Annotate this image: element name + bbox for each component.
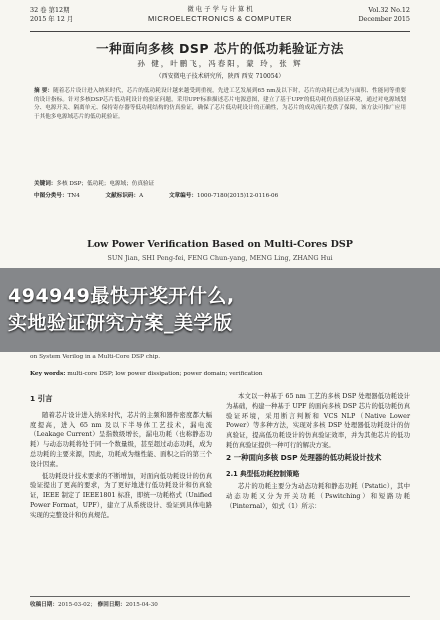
header-volume-cn: 32 卷 第12期 — [30, 6, 70, 14]
running-header — [30, 4, 410, 32]
watermark-line-2: 实地验证研究方案_美学版 — [8, 312, 233, 334]
body-column-right — [226, 392, 410, 514]
body-column-left — [30, 392, 212, 523]
paper-title-en: Low Power Verification Based on Multi-Cores DSP — [87, 239, 353, 250]
revised-date: 2015-04-30 — [125, 602, 158, 608]
revised-label: 修回日期： — [97, 602, 126, 608]
article-no-field — [169, 193, 290, 199]
journal-name-cn: 微 电 子 学 与 计 算 机 — [187, 5, 253, 13]
section-2-1-heading: 2.1 典型低功耗控制策略 — [226, 469, 300, 478]
authors-en: SUN Jian, SHI Peng-fei, FENG Chun-yang, MENG Ling, ZHANG Hui — [107, 254, 333, 262]
affiliation-cn: （西安微电子技术研究所，陕西 西安 710054） — [155, 73, 285, 80]
section-2-heading: 2 一种面向多核 DSP 处理器的低功耗设计技术 — [226, 452, 382, 462]
section-1-heading: 1 引言 — [30, 394, 53, 403]
clc-label: 中图分类号： — [34, 193, 68, 199]
keywords-en-text: multi-core DSP; low power dissipation; power domain; verification — [67, 371, 263, 377]
clc-field — [34, 193, 92, 199]
header-date-cn: 2015 年 12 月 — [30, 15, 74, 23]
section-1-paragraph-2: 低功耗设计技术要求的不断增加，对面向低功耗设计的仿真验证提出了更高的要求，为了更好地进行低功耗设计和仿真验证，IEEE 制定了 IEEE1801 标准，即统一功耗格式（Unified Power Format，UPF），建立了从系统设计、验证到具体电路实现的完整设计和仿真规范。 — [30, 471, 212, 519]
article-no-label: 文章编号： — [168, 193, 197, 199]
section-2-1-paragraph: 芯片的功耗主要分为动态功耗和静态功耗（Pstatic），其中动态功耗又分为开关功耗（Pswitching）和短路功耗（Pinternal），如式（1）所示： — [226, 482, 410, 510]
header-date-en: December 2015 — [358, 15, 410, 23]
abstract-text: 随着芯片设计进入纳米时代，芯片的低功耗设计越来越受到重视，先进工艺发展到65 nm及以下时，芯片的功耗已成为与面积、性能同等重要的设计指标。针对多核DSP芯片低功耗设计的验证问题，采用UPF标准描述芯片电源意图，建立了基于UPF的低功耗仿真验证环境，通过对电源域划分、电源开关、隔离单元、保持寄存器等低功耗结构的仿真验证，确保了芯片低功耗设计的正确性，为芯片的成功流片提供了保障，该方法可推广应用于其他多电源域芯片的低功耗验证。 — [34, 88, 406, 120]
doc-code-label: 文献标识码： — [105, 193, 140, 199]
header-right — [358, 6, 410, 24]
footnote-dates: 收稿日期：2015-03-02； 修回日期：2015-04-30 — [30, 596, 410, 608]
keywords-label: 关键词： — [34, 181, 57, 187]
header-center — [30, 5, 410, 23]
received-label: 收稿日期： — [30, 602, 58, 608]
clc-value: TN4 — [67, 193, 80, 199]
journal-name-en: MICROELECTRONICS & COMPUTER — [148, 14, 292, 23]
watermark-line-1: 494949最快开奖开什么, — [8, 285, 235, 307]
doc-code-value: A — [139, 193, 144, 199]
keywords-en — [30, 371, 410, 377]
keywords-cn — [34, 179, 406, 187]
authors-cn: 孙 健，叶鹏飞，冯春阳，蒙 玲，张 辉 — [137, 59, 303, 68]
paper-title-cn: 一种面向多核 DSP 芯片的低功耗验证方法 — [96, 41, 344, 56]
classification-line — [34, 191, 406, 199]
abstract-en-tail: on System Verilog in a Multi-Core DSP chip. — [30, 354, 161, 360]
received-date: 2015-03-02 — [57, 602, 91, 608]
abstract-cn — [34, 87, 406, 121]
intro-paragraph-3: 本文以一种基于 65 nm 工艺的多核 DSP 处理器低功耗设计为基础，构建一种基于 UPF 的面向多核 DSP 芯片的低功耗仿真验证环境，采用断言判断和 VCS NLP（Native Lower Power）等多种方法，实现对多核 DSP 处理器低功耗设计的仿真验证，提高低功耗设计的仿真验证效率，并为其他芯片的低功耗仿真验证提供一种可行的解决方案。 — [226, 392, 410, 449]
doc-code-field — [106, 193, 156, 199]
keywords-text: 多核 DSP；低功耗；电源域；仿真验证 — [56, 181, 155, 187]
header-volume-en: Vol.32 No.12 — [368, 6, 410, 14]
keywords-en-label: Key words: — [30, 371, 66, 377]
section-1-paragraph-1: 随着芯片设计进入纳米时代，芯片的主频和器件密度都大幅度提高，进入 65 nm 及以下半导体工艺技术，漏电流（Leakage Current）呈指数级增长，漏电功耗（也称静态功耗）与动态功耗将处于同一个数量级，甚至超过动态功耗，成为总功耗的主要来源，因此，功耗成为继性能、面积之后的第三个设计因素。 — [30, 410, 212, 468]
article-no-value: 1000-7180(2015)12-0116-06 — [196, 193, 279, 199]
abstract-label: 摘 要： — [34, 88, 54, 94]
